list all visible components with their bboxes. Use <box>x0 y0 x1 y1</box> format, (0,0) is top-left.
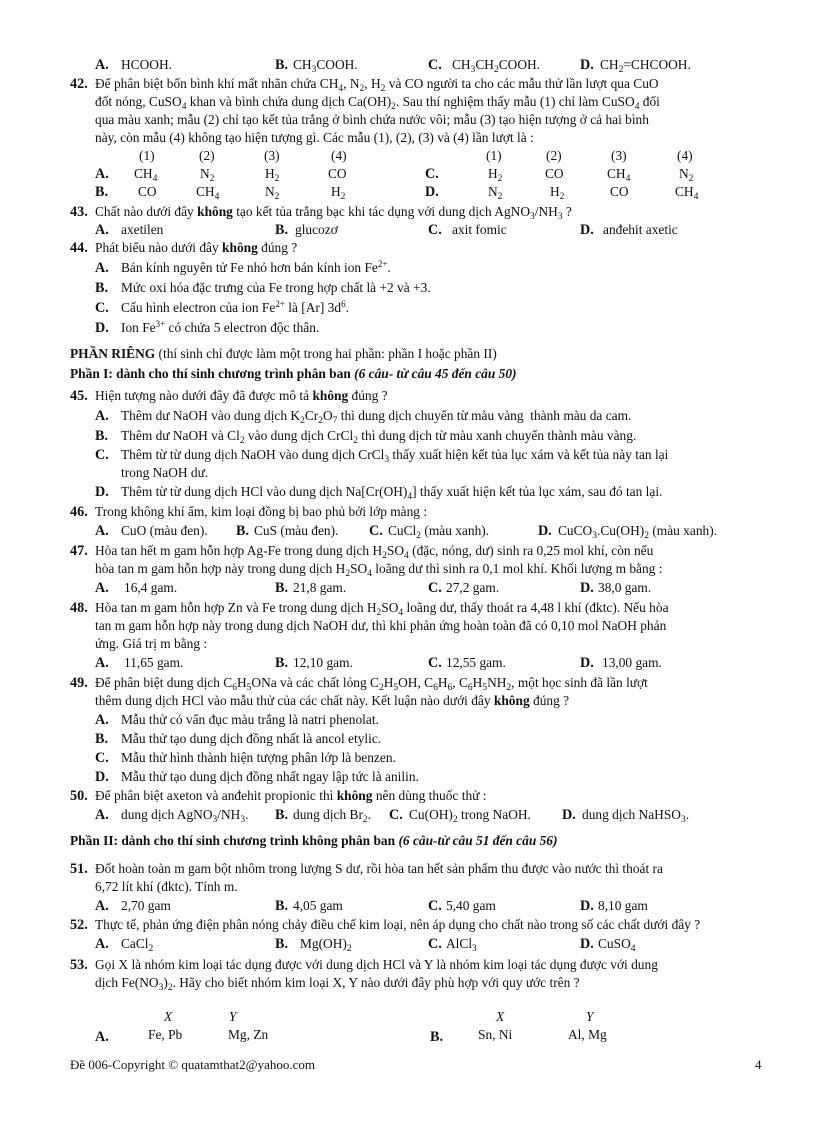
q48-number: 48. <box>70 600 88 616</box>
q53-option-a-letter: A. <box>95 1029 109 1045</box>
q49-line1: Để phân biệt dung dịch $C_6H_5ONa$ và các chất lỏng $C_2H_5OH$, $C_6H_6$, $C_6H_5NH_2$, một học sinh đã lần lượt <box>95 675 648 693</box>
q52-stem: Thực tế, phản ứng điện phân nóng chảy điều chế kim loại, nên áp dụng cho chất nào trong số các chất dưới đây ? <box>95 917 701 932</box>
q42-header-1b: (1) <box>486 148 502 163</box>
q50-stem: Để phân biệt axeton và anđehit propionic thì không nên dùng thuốc thử : <box>95 788 487 803</box>
q51-option-a: 2,70 gam <box>121 898 171 913</box>
part1-title: Phần I: dành cho thí sinh chương trình phân ban (6 câu- từ câu 45 đến câu 50) <box>70 366 517 381</box>
q44-option-b: Mức oxi hóa đặc trưng của Fe trong hợp chất là +2 và +3. <box>121 280 431 295</box>
q42-header-4: (4) <box>331 148 347 163</box>
q52-option-b-letter: B. <box>275 936 289 952</box>
q49-number: 49. <box>70 675 88 691</box>
q42-option-d-letter: D. <box>425 184 439 200</box>
q52-option-c: AlCl$_3$ <box>446 936 477 954</box>
q47-option-a: 16,4 gam. <box>124 580 178 595</box>
q53-b-x: Sn, Ni <box>478 1027 513 1042</box>
q53-header-x: X <box>164 1009 173 1024</box>
q48-option-a-letter: A. <box>95 655 109 671</box>
q47-option-d: 38,0 gam. <box>598 580 652 595</box>
q51-line2: 6,72 lít khí (đktc). Tính m. <box>95 879 238 894</box>
q46-option-a: CuO (màu đen). <box>121 523 208 538</box>
q42-line2: đốt nóng, CuSO$_4$ khan và bình chứa dung dịch $Ca(OH)_2$. Sau thí nghiệm thấy mẫu (1) chỉ làm CuSO$_4$ đổi <box>95 94 660 112</box>
q43-option-b-letter: B. <box>275 222 289 238</box>
q45-option-c-cont: trong NaOH dư. <box>121 465 209 480</box>
q46-stem: Trong không khí ẩm, kim loại đồng bị bao phủ bởi lớp màng : <box>95 504 428 519</box>
q44-number: 44. <box>70 240 88 256</box>
q45-option-c: Thêm từ từ dung dịch NaOH vào dung dịch CrCl$_3$ thấy xuất hiện kết tủa lục xám và kết tủa này tan lại <box>121 447 669 465</box>
q41-option-b-letter: B. <box>275 57 289 73</box>
q51-line1: Đốt hoàn toàn m gam bột nhôm trong lượng S dư, rồi hòa tan hết sản phẩm thu được vào nước thì thoát ra <box>95 861 663 876</box>
q42-option-b-letter: B. <box>95 184 109 200</box>
q52-option-a-letter: A. <box>95 936 109 952</box>
q51-number: 51. <box>70 861 88 877</box>
q42-header-4b: (4) <box>677 148 693 163</box>
q49-line2: thêm dung dịch HCl vào mẫu thử của các chất này. Kết luận nào dưới đây không đúng ? <box>95 693 570 708</box>
q45-number: 45. <box>70 388 88 404</box>
q53-header-y: Y <box>229 1009 237 1024</box>
q50-option-c: $Cu(OH)_2$ trong NaOH. <box>409 807 531 825</box>
q44-option-d-letter: D. <box>95 320 109 336</box>
q44-option-d: Ion $Fe^{3+}$ có chứa 5 electron độc thân. <box>121 319 320 335</box>
q42-b-1: CO <box>138 184 157 199</box>
q49-option-c: Mẫu thử hình thành hiện tượng phân lớp là benzen. <box>121 750 396 765</box>
q51-option-b-letter: B. <box>275 898 289 914</box>
q52-option-d: CuSO$_4$ <box>598 936 636 954</box>
q50-option-a: dung dịch $AgNO_3/NH_3$. <box>121 807 249 825</box>
q45-option-b-letter: B. <box>95 428 109 444</box>
q43-option-b: glucozơ <box>295 222 338 237</box>
q46-option-b: CuS (màu đen). <box>254 523 339 538</box>
q42-header-2b: (2) <box>546 148 562 163</box>
part2-title: Phần II: dành cho thí sinh chương trình không phân ban (6 câu-từ câu 51 đến câu 56) <box>70 833 558 848</box>
q48-option-d-letter: D. <box>580 655 594 671</box>
q51-option-b: 4,05 gam <box>293 898 343 913</box>
q43-option-c-letter: C. <box>428 222 442 238</box>
q41-option-d: $CH_2=CHCOOH$. <box>600 57 691 75</box>
q44-option-c: Cấu hình electron của ion $Fe^{2+}$ là [Ar] $3d^6$. <box>121 299 349 315</box>
q48-line2: tan m gam hỗn hợp này trong dung dịch NaOH dư, thì khi phản ứng hoàn toàn đã có 0,10 mol NaOH phản <box>95 618 667 633</box>
q43-option-a-letter: A. <box>95 222 109 238</box>
q46-option-c-letter: C. <box>369 523 383 539</box>
section-title: PHẦN RIÊNG (thí sinh chỉ được làm một trong hai phần: phần I hoặc phần II) <box>70 346 497 361</box>
q50-option-b-letter: B. <box>275 807 289 823</box>
q49-option-b-letter: B. <box>95 731 109 747</box>
q42-line1: Để phân biệt bốn bình khí mất nhãn chứa $CH_4$, $N_2$, $H_2$ và CO người ta cho các mẫu thử lần lượt qua CuO <box>95 76 659 94</box>
q42-c-2: CO <box>545 166 564 181</box>
q49-option-d-letter: D. <box>95 769 109 785</box>
q44-option-b-letter: B. <box>95 280 109 296</box>
q42-header-2: (2) <box>199 148 215 163</box>
q47-option-c: 27,2 gam. <box>446 580 500 595</box>
page-number: 4 <box>755 1057 762 1072</box>
q49-option-a: Mẫu thử có vẩn đục màu trắng là natri phenolat. <box>121 712 379 727</box>
q44-stem: Phát biểu nào dưới đây không đúng ? <box>95 240 298 255</box>
q53-option-b-letter: B. <box>430 1029 444 1045</box>
q51-option-d-letter: D. <box>580 898 594 914</box>
q42-header-3b: (3) <box>611 148 627 163</box>
q43-option-d: anđehit axetic <box>603 222 678 237</box>
q47-line2: hòa tan m gam hỗn hợp này trong dung dịch $H_2SO_4$ loãng dư thì sinh ra 0,1 mol khí. Khối lượng m bằng : <box>95 561 663 579</box>
q45-stem: Hiện tượng nào dưới đây đã được mô tả không đúng ? <box>95 388 388 403</box>
footer-copyright: Đề 006-Copyright © quatamthat2@yahoo.com <box>70 1057 315 1072</box>
q46-option-d: $CuCO_3.Cu(OH)_2$ (màu xanh). <box>558 523 718 541</box>
q42-header-3: (3) <box>264 148 280 163</box>
q47-option-b-letter: B. <box>275 580 289 596</box>
q48-option-b-letter: B. <box>275 655 289 671</box>
q47-option-b: 21,8 gam. <box>293 580 347 595</box>
q45-option-d-letter: D. <box>95 484 109 500</box>
q42-a-1: $CH_4$ <box>134 166 158 184</box>
q44-option-a: Bán kính nguyên tử Fe nhỏ hơn bán kính ion $Fe^{2+}$. <box>121 259 391 275</box>
q52-option-c-letter: C. <box>428 936 442 952</box>
q42-d-4: $CH_4$ <box>675 184 699 202</box>
q50-option-c-letter: C. <box>389 807 403 823</box>
q42-line3: qua màu xanh; mẫu (2) chỉ tạo kết tủa trắng ở bình chứa nước vôi; mẫu (3) tạo hiện tượng ở cả hai bình <box>95 112 649 127</box>
q48-line3: ứng. Giá trị m bằng : <box>95 636 208 651</box>
q52-option-b: $Mg(OH)_2$ <box>300 936 352 954</box>
q48-option-b: 12,10 gam. <box>293 655 353 670</box>
q50-option-d-letter: D. <box>562 807 576 823</box>
q45-option-a: Thêm dư NaOH vào dung dịch $K_2Cr_2O_7$ thì dung dịch chuyển từ màu vàng thành màu da cam. <box>121 408 632 426</box>
q52-option-d-letter: D. <box>580 936 594 952</box>
q42-a-4: CO <box>328 166 347 181</box>
q53-line1: Gọi X là nhóm kim loại tác dụng được với dung dịch HCl và Y là nhóm kim loại tác dụng được với dung <box>95 957 658 972</box>
q47-line1: Hòa tan hết m gam hỗn hợp Ag-Fe trong dung dịch $H_2SO_4$ (đặc, nóng, dư) sinh ra 0,25 mol khí, còn nếu <box>95 543 654 561</box>
q43-stem: Chất nào dưới đây không tạo kết tủa trắng bạc khi tác dụng với dung dịch $AgNO_3/NH_3$ ? <box>95 204 572 222</box>
q42-c-4: $N_2$ <box>679 166 694 184</box>
q49-option-d: Mẫu thử tạo dung dịch đồng nhất ngay lập tức là anilin. <box>121 769 419 784</box>
q45-option-a-letter: A. <box>95 408 109 424</box>
q49-option-b: Mẫu thử tạo dung dịch đồng nhất là ancol etylic. <box>121 731 382 746</box>
q42-line4: này, còn mẫu (4) không tạo hiện tượng gì. Các mẫu (1), (2), (3) và (4) lần lượt là : <box>95 130 534 145</box>
q53-a-y: Mg, Zn <box>228 1027 269 1042</box>
q42-a-3: $H_2$ <box>265 166 280 184</box>
q48-option-d: 13,00 gam. <box>602 655 662 670</box>
q45-option-c-letter: C. <box>95 447 109 463</box>
q41-option-a: HCOOH. <box>121 57 172 72</box>
q42-d-3: CO <box>610 184 629 199</box>
q41-option-d-letter: D. <box>580 57 594 73</box>
q52-number: 52. <box>70 917 88 933</box>
q49-option-a-letter: A. <box>95 712 109 728</box>
q50-option-b: dung dịch $Br_2$. <box>293 807 372 825</box>
q45-option-d: Thêm từ từ dung dịch HCl vào dung dịch $Na[Cr(OH)_4]$ thấy xuất hiện kết tủa lục xám, sau đó tan lại. <box>121 484 663 502</box>
q53-header-x-b: X <box>496 1009 505 1024</box>
q53-header-y-b: Y <box>586 1009 594 1024</box>
q43-option-a: axetilen <box>121 222 164 237</box>
q41-option-a-letter: A. <box>95 57 109 73</box>
q51-option-d: 8,10 gam <box>598 898 648 913</box>
q42-a-2: $N_2$ <box>200 166 215 184</box>
q46-option-a-letter: A. <box>95 523 109 539</box>
q45-option-b: Thêm dư NaOH và $Cl_2$ vào dung dịch CrCl$_2$ thì dung dịch từ màu xanh chuyển thành màu vàng. <box>121 428 637 446</box>
q42-d-1: $N_2$ <box>488 184 503 202</box>
q48-option-c: 12,55 gam. <box>446 655 506 670</box>
q42-d-2: $H_2$ <box>550 184 565 202</box>
q42-header-1: (1) <box>139 148 155 163</box>
q44-option-c-letter: C. <box>95 300 109 316</box>
q48-option-a: 11,65 gam. <box>124 655 184 670</box>
q47-option-c-letter: C. <box>428 580 442 596</box>
q52-option-a: CaCl$_2$ <box>121 936 154 954</box>
q46-option-c: CuCl$_2$ (màu xanh). <box>388 523 490 541</box>
q47-option-a-letter: A. <box>95 580 109 596</box>
q42-number: 42. <box>70 76 88 92</box>
q42-c-3: $CH_4$ <box>607 166 631 184</box>
q53-b-y: Al, Mg <box>568 1027 607 1042</box>
q43-option-c: axit fomic <box>452 222 507 237</box>
q48-option-c-letter: C. <box>428 655 442 671</box>
q53-a-x: Fe, Pb <box>148 1027 183 1042</box>
q42-b-3: $N_2$ <box>265 184 280 202</box>
q50-option-a-letter: A. <box>95 807 109 823</box>
q46-option-b-letter: B. <box>236 523 250 539</box>
q43-option-d-letter: D. <box>580 222 594 238</box>
q41-option-c-letter: C. <box>428 57 442 73</box>
q51-option-c: 5,40 gam <box>446 898 496 913</box>
q47-number: 47. <box>70 543 88 559</box>
q42-b-2: $CH_4$ <box>196 184 220 202</box>
q50-number: 50. <box>70 788 88 804</box>
q50-option-d: dung dịch NaHSO$_3$. <box>582 807 690 825</box>
q46-number: 46. <box>70 504 88 520</box>
q42-b-4: $H_2$ <box>331 184 346 202</box>
q41-option-b: $CH_3COOH$. <box>293 57 358 75</box>
q49-option-c-letter: C. <box>95 750 109 766</box>
q53-number: 53. <box>70 957 88 973</box>
q44-option-a-letter: A. <box>95 260 109 276</box>
q51-option-c-letter: C. <box>428 898 442 914</box>
q41-option-c: $CH_3CH_2COOH$. <box>452 57 541 75</box>
q48-line1: Hòa tan m gam hỗn hợp Zn và Fe trong dung dịch $H_2SO_4$ loãng dư, thấy thoát ra 4,48 l khí (đktc). Nếu hòa <box>95 600 669 618</box>
q42-option-c-letter: C. <box>425 166 439 182</box>
q42-c-1: $H_2$ <box>488 166 503 184</box>
q46-option-d-letter: D. <box>538 523 552 539</box>
q51-option-a-letter: A. <box>95 898 109 914</box>
q42-option-a-letter: A. <box>95 166 109 182</box>
q43-number: 43. <box>70 204 88 220</box>
q53-line2: dịch $Fe(NO_3)_2$. Hãy cho biết nhóm kim loại X, Y nào dưới đây phù hợp với quy ước trên ? <box>95 975 580 993</box>
q47-option-d-letter: D. <box>580 580 594 596</box>
